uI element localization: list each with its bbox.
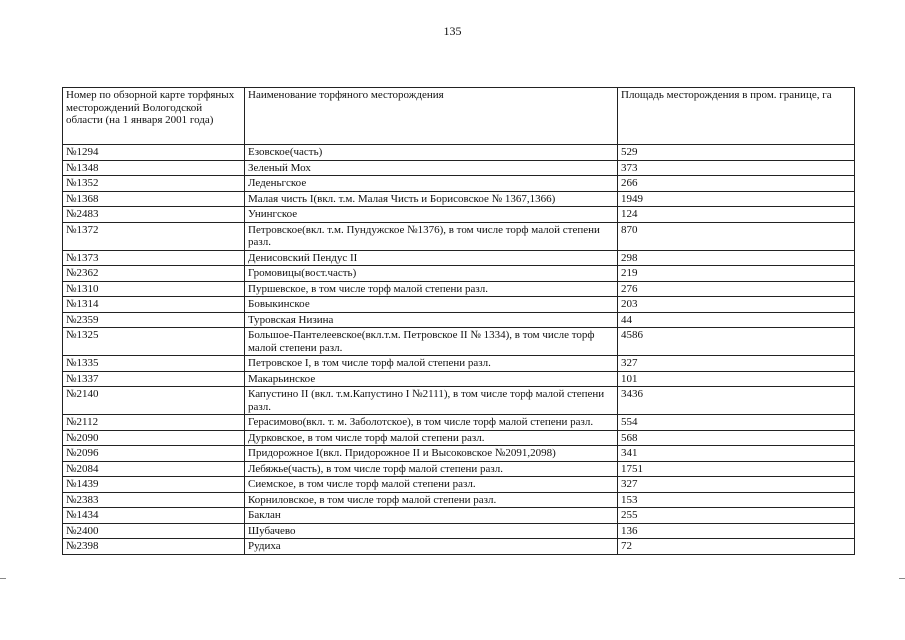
cell-deposit-name: Макарьинское (245, 371, 618, 387)
table-row (63, 356, 855, 372)
cell-deposit-name: Туровская Низина (245, 312, 618, 328)
cell-area: 4586 (618, 328, 855, 356)
cell-area: 219 (618, 266, 855, 282)
cell-area: 153 (618, 492, 855, 508)
cell-deposit-name: Капустино II (вкл. т.м.Капустино I №2111), в том числе торф малой степени разл. (245, 387, 618, 415)
cell-deposit-name: Придорожное I(вкл. Придорожное II и Высоковское №2091,2098) (245, 446, 618, 462)
cell-deposit-name: Корниловское, в том числе торф малой степени разл. (245, 492, 618, 508)
right-edge-mark (899, 578, 905, 579)
cell-deposit-name: Леденьгское (245, 176, 618, 192)
table-row (63, 508, 855, 524)
cell-area: 373 (618, 160, 855, 176)
cell-area: 101 (618, 371, 855, 387)
cell-deposit-name: Громовицы(вост.часть) (245, 266, 618, 282)
table-row (63, 297, 855, 313)
cell-map-number: №1434 (63, 508, 245, 524)
cell-area: 327 (618, 477, 855, 493)
table-row (63, 387, 855, 415)
cell-map-number: №1373 (63, 250, 245, 266)
table-row (63, 281, 855, 297)
cell-area: 276 (618, 281, 855, 297)
cell-deposit-name: Езовское(часть) (245, 145, 618, 161)
cell-map-number: №1335 (63, 356, 245, 372)
table-row (63, 446, 855, 462)
cell-area: 266 (618, 176, 855, 192)
header-map-number: Номер по обзорной карте торфяных месторождений Вологодской области (на 1 января 2001 года) (63, 88, 245, 145)
cell-deposit-name: Шубачево (245, 523, 618, 539)
cell-map-number: №2090 (63, 430, 245, 446)
table-row (63, 371, 855, 387)
cell-deposit-name: Петровское(вкл. т.м. Пундужское №1376), в том числе торф малой степени разл. (245, 222, 618, 250)
cell-deposit-name: Баклан (245, 508, 618, 524)
cell-area: 72 (618, 539, 855, 555)
table-row (63, 266, 855, 282)
cell-map-number: №2359 (63, 312, 245, 328)
cell-map-number: №1314 (63, 297, 245, 313)
cell-deposit-name: Рудиха (245, 539, 618, 555)
table-row (63, 160, 855, 176)
cell-map-number: №1325 (63, 328, 245, 356)
cell-area: 327 (618, 356, 855, 372)
cell-area: 568 (618, 430, 855, 446)
table-row (63, 207, 855, 223)
cell-deposit-name: Сиемское, в том числе торф малой степени разл. (245, 477, 618, 493)
cell-area: 136 (618, 523, 855, 539)
table-row (63, 477, 855, 493)
cell-map-number: №1337 (63, 371, 245, 387)
cell-area: 44 (618, 312, 855, 328)
cell-area: 203 (618, 297, 855, 313)
table-row (63, 145, 855, 161)
cell-deposit-name: Пуршевское, в том числе торф малой степени разл. (245, 281, 618, 297)
cell-map-number: №1294 (63, 145, 245, 161)
cell-deposit-name: Зеленый Мох (245, 160, 618, 176)
cell-map-number: №1310 (63, 281, 245, 297)
cell-map-number: №2362 (63, 266, 245, 282)
cell-area: 554 (618, 415, 855, 431)
table-row (63, 415, 855, 431)
table-row (63, 539, 855, 555)
table-row (63, 461, 855, 477)
cell-area: 1751 (618, 461, 855, 477)
left-edge-mark (0, 578, 6, 579)
cell-area: 870 (618, 222, 855, 250)
cell-map-number: №1352 (63, 176, 245, 192)
cell-map-number: №2483 (63, 207, 245, 223)
cell-map-number: №2096 (63, 446, 245, 462)
cell-deposit-name: Дурковское, в том числе торф малой степени разл. (245, 430, 618, 446)
cell-deposit-name: Большое-Пантелеевское(вкл.т.м. Петровское II № 1334), в том числе торф малой степени разл. (245, 328, 618, 356)
cell-map-number: №2084 (63, 461, 245, 477)
cell-area: 1949 (618, 191, 855, 207)
cell-deposit-name: Малая чисть I(вкл. т.м. Малая Чисть и Борисовское № 1367,1366) (245, 191, 618, 207)
cell-map-number: №1368 (63, 191, 245, 207)
cell-deposit-name: Петровское I, в том числе торф малой степени разл. (245, 356, 618, 372)
cell-area: 255 (618, 508, 855, 524)
table-row (63, 176, 855, 192)
cell-map-number: №2140 (63, 387, 245, 415)
cell-area: 529 (618, 145, 855, 161)
header-deposit-name: Наименование торфяного месторождения (245, 88, 618, 145)
table-body (63, 145, 855, 555)
cell-map-number: №2383 (63, 492, 245, 508)
header-area: Площадь месторождения в пром. границе, га (618, 88, 855, 145)
cell-area: 124 (618, 207, 855, 223)
cell-map-number: №2400 (63, 523, 245, 539)
cell-map-number: №2112 (63, 415, 245, 431)
cell-deposit-name: Бовыкинское (245, 297, 618, 313)
cell-deposit-name: Денисовский Пендус II (245, 250, 618, 266)
cell-area: 341 (618, 446, 855, 462)
cell-deposit-name: Герасимово(вкл. т. м. Заболотское), в том числе торф малой степени разл. (245, 415, 618, 431)
cell-area: 3436 (618, 387, 855, 415)
cell-map-number: №1372 (63, 222, 245, 250)
table-row (63, 523, 855, 539)
table-row (63, 492, 855, 508)
cell-map-number: №2398 (63, 539, 245, 555)
table-row (63, 250, 855, 266)
cell-map-number: №1348 (63, 160, 245, 176)
table-header-row (63, 88, 855, 145)
table-row (63, 222, 855, 250)
table-row (63, 430, 855, 446)
page-number: 135 (443, 24, 462, 38)
cell-map-number: №1439 (63, 477, 245, 493)
table-row (63, 312, 855, 328)
cell-deposit-name: Унингское (245, 207, 618, 223)
table-row (63, 191, 855, 207)
cell-area: 298 (618, 250, 855, 266)
cell-deposit-name: Лебяжье(часть), в том числе торф малой степени разл. (245, 461, 618, 477)
peat-deposits-table (62, 87, 855, 555)
table-row (63, 328, 855, 356)
